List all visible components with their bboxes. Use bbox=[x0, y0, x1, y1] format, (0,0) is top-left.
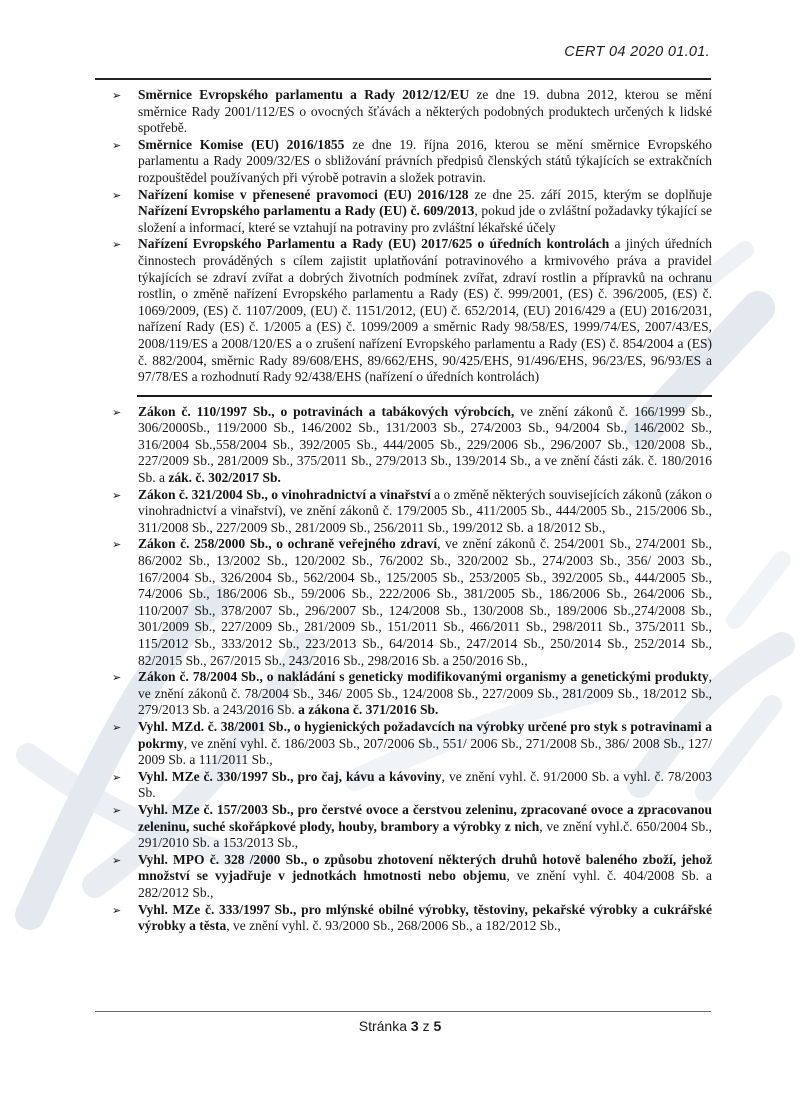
arrowhead-bullet-icon: ➢ bbox=[112, 671, 122, 685]
page-number-label: Stránka bbox=[358, 1018, 407, 1034]
entry-text: Směrnice Evropského parlamentu a Rady 2012/12/EU ze dne 19. dubna 2012, kterou se mění směrnice Rady 2001/112/ES o ovocných šťávách a některých podobných produktech určených k lidské spotřebě. bbox=[138, 87, 713, 136]
arrowhead-bullet-icon: ➢ bbox=[112, 405, 122, 419]
legislation-entry bbox=[108, 669, 712, 719]
footer-rule bbox=[95, 1011, 711, 1012]
entry-text: Nařízení Evropského Parlamentu a Rady (EU) 2017/625 o úředních kontrolách a jiných úředních činnostech prováděných s cílem zajistit uplatňování potravinového a krmivového práva a pravidel týkajících se zdraví zvířat a dobrých životních podmínek zvířat, zdraví rostlin a přípravků na ochranu rostlin, o změně nařízení Evropského parlamentu a Rady (ES) č. 999/2001, (ES) č. 396/2005, (ES) č. 1069/2009, (ES) č. 1107/2009, (EU) č. 1151/2012, (EU) č. 652/2014, (EU) 2016/429 a (EU) 2016/2031, nařízení Rady (ES) č. 1/2005 a (ES) č. 1099/2009 a směrnic Rady 98/58/ES, 1999/74/ES, 2007/43/ES, 2008/119/ES a 2008/120/ES a o zrušení nařízení Evropského parlamentu a Rady (ES) č. 854/2004 a (ES) č. 882/2004, směrnic Rady 89/608/EHS, 89/662/EHS, 90/425/EHS, 91/496/EHS, 96/23/ES, 96/93/ES a 97/78/ES a rozhodnutí Rady 92/438/EHS (nařízení o úředních kontrolách) bbox=[138, 236, 712, 385]
legislation-entry bbox=[108, 536, 712, 669]
page-number bbox=[0, 1018, 800, 1034]
legislation-content bbox=[108, 87, 712, 935]
legislation-entry bbox=[108, 487, 712, 537]
page-number-current: 3 bbox=[410, 1018, 419, 1034]
arrowhead-bullet-icon: ➢ bbox=[112, 188, 122, 202]
entry-text: Vyhl. MZe č. 333/1997 Sb., pro mlýnské obilné výrobky, těstoviny, pekařské výrobky a cukrářské výrobky a těsta, ve znění vyhl. č. 93/2000 Sb., 268/2006 Sb., a 182/2012 Sb., bbox=[138, 901, 712, 934]
eu-legislation-list bbox=[108, 87, 712, 386]
legislation-entry bbox=[108, 187, 712, 237]
entry-text: Zákon č. 258/2000 Sb., o ochraně veřejného zdraví, ve znění zákonů č. 254/2001 Sb., 274/2001 Sb., 86/2002 Sb., 13/2002 Sb., 120/2002 Sb., 76/2002 Sb., 320/2002 Sb., 274/2003 Sb., 356/ 2003 Sb., 167/2004 Sb., 326/2004 Sb., 562/2004 Sb., 125/2005 Sb., 253/2005 Sb., 392/2005 Sb., 444/2005 Sb., 74/2006 Sb., 186/2006 Sb., 59/2006 Sb., 222/2006 Sb., 381/2005 Sb., 186/2006 Sb., 264/2006 Sb., 110/2007 Sb., 378/2007 Sb., 296/2007 Sb., 124/2008 Sb., 130/2008 Sb., 189/2006 Sb.,274/2008 Sb., 301/2009 Sb., 227/2009 Sb., 281/2009 Sb., 151/2011 Sb., 466/2011 Sb., 298/2011 Sb., 375/2011 Sb., 115/2012 Sb., 333/2012 Sb., 223/2013 Sb., 64/2014 Sb., 247/2014 Sb., 250/2014 Sb., 252/2014 Sb., 82/2015 Sb., 267/2015 Sb., 243/2016 Sb., 298/2016 Sb. a 250/2016 Sb., bbox=[138, 536, 712, 668]
entry-text: Zákon č. 78/2004 Sb., o nakládání s geneticky modifikovanými organismy a genetickými produkty, ve znění zákonů č. 78/2004 Sb., 346/ 2005 Sb., 124/2008 Sb., 227/2009 Sb., 281/2009 Sb., 18/2012 Sb., 279/2013 Sb. a 243/2016 Sb. a zákona č. 371/2016 Sb. bbox=[138, 669, 712, 718]
document-reference: CERT 04 2020 01.01. bbox=[564, 44, 710, 60]
arrowhead-bullet-icon: ➢ bbox=[112, 138, 122, 152]
entry-text: Vyhl. MZe č. 157/2003 Sb., pro čerstvé ovoce a čerstvou zeleninu, zpracované ovoce a zpracovanou zeleninu, suché skořápkové plody, houby, brambory a výrobky z nich, ve znění vyhl.č. 650/2004 Sb., 291/2010 Sb. a 153/2013 Sb., bbox=[138, 801, 712, 851]
entry-text: Vyhl. MZd. č. 38/2001 Sb., o hygienických požadavcích na výrobky určené pro styk s potravinami a pokrmy, ve znění vyhl. č. 186/2003 Sb., 207/2006 Sb., 551/ 2006 Sb., 271/2008 Sb., 386/ 2008 Sb., 127/ 2009 Sb. a 111/2011 Sb., bbox=[138, 718, 712, 768]
arrowhead-bullet-icon: ➢ bbox=[112, 238, 122, 252]
legislation-entry bbox=[108, 404, 712, 487]
page-number-total: 5 bbox=[433, 1018, 442, 1034]
section-divider-rule bbox=[137, 395, 712, 397]
arrowhead-bullet-icon: ➢ bbox=[112, 89, 122, 102]
header-rule bbox=[95, 78, 711, 80]
legislation-entry bbox=[108, 802, 712, 852]
entry-text: Nařízení komise v přenesené pravomoci (EU) 2016/128 ze dne 25. září 2015, kterým se doplňuje Nařízení Evropského parlamentu a Rady (EU) č. 609/2013, pokud jde o zvláštní požadavky týkající se složení a informací, které se vztahují na potraviny pro zvláštní lékařské účely bbox=[138, 186, 712, 235]
legislation-entry bbox=[108, 769, 712, 802]
arrowhead-bullet-icon: ➢ bbox=[112, 488, 122, 502]
arrowhead-bullet-icon: ➢ bbox=[112, 770, 122, 784]
arrowhead-bullet-icon: ➢ bbox=[112, 853, 122, 867]
legislation-entry bbox=[108, 719, 712, 769]
arrowhead-bullet-icon: ➢ bbox=[112, 538, 122, 552]
entry-text: Vyhl. MPO č. 328 /2000 Sb., o způsobu zhotovení některých druhů hotově baleného zboží, jehož množství se vyjadřuje v jednotkách hmotnosti nebo objemu, ve znění vyhl. č. 404/2008 Sb. a 282/2012 Sb., bbox=[138, 851, 712, 900]
legislation-entry bbox=[108, 137, 712, 187]
arrowhead-bullet-icon: ➢ bbox=[112, 803, 122, 817]
entry-text: Zákon č. 110/1997 Sb., o potravinách a tabákových výrobcích, ve znění zákonů č. 166/1999 Sb., 306/2000Sb., 119/2000 Sb., 146/2002 Sb., 131/2003 Sb., 274/2003 Sb., 94/2004 Sb., 146/2002 Sb., 316/2004 Sb.,558/2004 Sb., 392/2005 Sb., 444/2005 Sb., 229/2006 Sb., 296/2007 Sb., 120/2008 Sb., 227/2009 Sb., 281/2009 Sb., 375/2011 Sb., 279/2013 Sb., 139/2014 Sb., a ve znění části zák. č. 180/2016 Sb. a zák. č. 302/2017 Sb. bbox=[138, 403, 712, 486]
page-number-separator: z bbox=[422, 1018, 430, 1034]
legislation-entry bbox=[108, 236, 712, 385]
national-legislation-list bbox=[108, 404, 712, 935]
arrowhead-bullet-icon: ➢ bbox=[112, 720, 122, 734]
legislation-entry bbox=[108, 902, 712, 935]
entry-text: Vyhl. MZe č. 330/1997 Sb., pro čaj, kávu a kávoviny, ve znění vyhl. č. 91/2000 Sb. a vyhl. č. 78/2003 Sb. bbox=[138, 768, 713, 801]
legislation-entry bbox=[108, 852, 712, 902]
entry-text: Směrnice Komise (EU) 2016/1855 ze dne 19. října 2016, kterou se mění směrnice Evropského parlamentu a Rady 2009/32/ES o sbližování právních předpisů členských států týkajících se extrakčních rozpouštědel používaných při výrobě potravin a složek potravin. bbox=[138, 136, 713, 185]
arrowhead-bullet-icon: ➢ bbox=[112, 903, 122, 917]
entry-text: Zákon č. 321/2004 Sb., o vinohradnictví a vinařství a o změně některých souvisejících zákonů (zákon o vinohradnictví a vinařství), ve znění zákonů č. 179/2005 Sb., 411/2005 Sb., 444/2005 Sb., 215/2006 Sb., 311/2008 Sb., 227/2009 Sb., 281/2009 Sb., 256/2011 Sb., 199/2012 Sb. a 18/2012 Sb., bbox=[138, 486, 713, 535]
legislation-entry bbox=[108, 87, 712, 137]
